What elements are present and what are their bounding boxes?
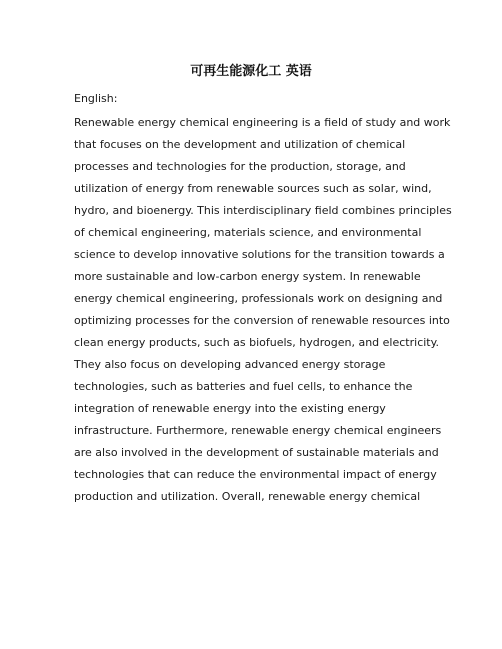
text-line: energy chemical engineering, professionals work on designing and (74, 292, 443, 305)
text-line: of chemical engineering, materials science, and environmental (74, 226, 422, 239)
text-line: technologies, such as batteries and fuel cells, to enhance the (74, 380, 413, 393)
text-line: infrastructure. Furthermore, renewable energy chemical engineers (74, 424, 442, 437)
text-line: integration of renewable energy into the existing energy (74, 402, 386, 415)
text-line: processes and technologies for the production, storage, and (74, 160, 406, 173)
text-line: They also focus on developing advanced energy storage (74, 358, 386, 371)
body-text (74, 112, 452, 508)
text-line: hydro, and bioenergy. This interdisciplinary field combines principles (74, 204, 452, 217)
text-line: clean energy products, such as biofuels, hydrogen, and electricity. (74, 336, 440, 349)
text-line: Renewable energy chemical engineering is a field of study and work (74, 116, 451, 129)
text-line: that focuses on the development and utilization of chemical (74, 138, 406, 151)
text-line: utilization of energy from renewable sources such as solar, wind, (74, 182, 432, 195)
text-line: more sustainable and low-carbon energy system. In renewable (74, 270, 421, 283)
text-line: are also involved in the development of sustainable materials and (74, 446, 439, 459)
text-line: production and utilization. Overall, renewable energy chemical (74, 490, 421, 503)
document-title: 可再生能源化工 英语 (190, 64, 312, 79)
text-line: technologies that can reduce the environmental impact of energy (74, 468, 437, 481)
section-label: English: (74, 92, 118, 105)
text-line: science to develop innovative solutions for the transition towards a (74, 248, 445, 261)
text-line: optimizing processes for the conversion of renewable resources into (74, 314, 450, 327)
